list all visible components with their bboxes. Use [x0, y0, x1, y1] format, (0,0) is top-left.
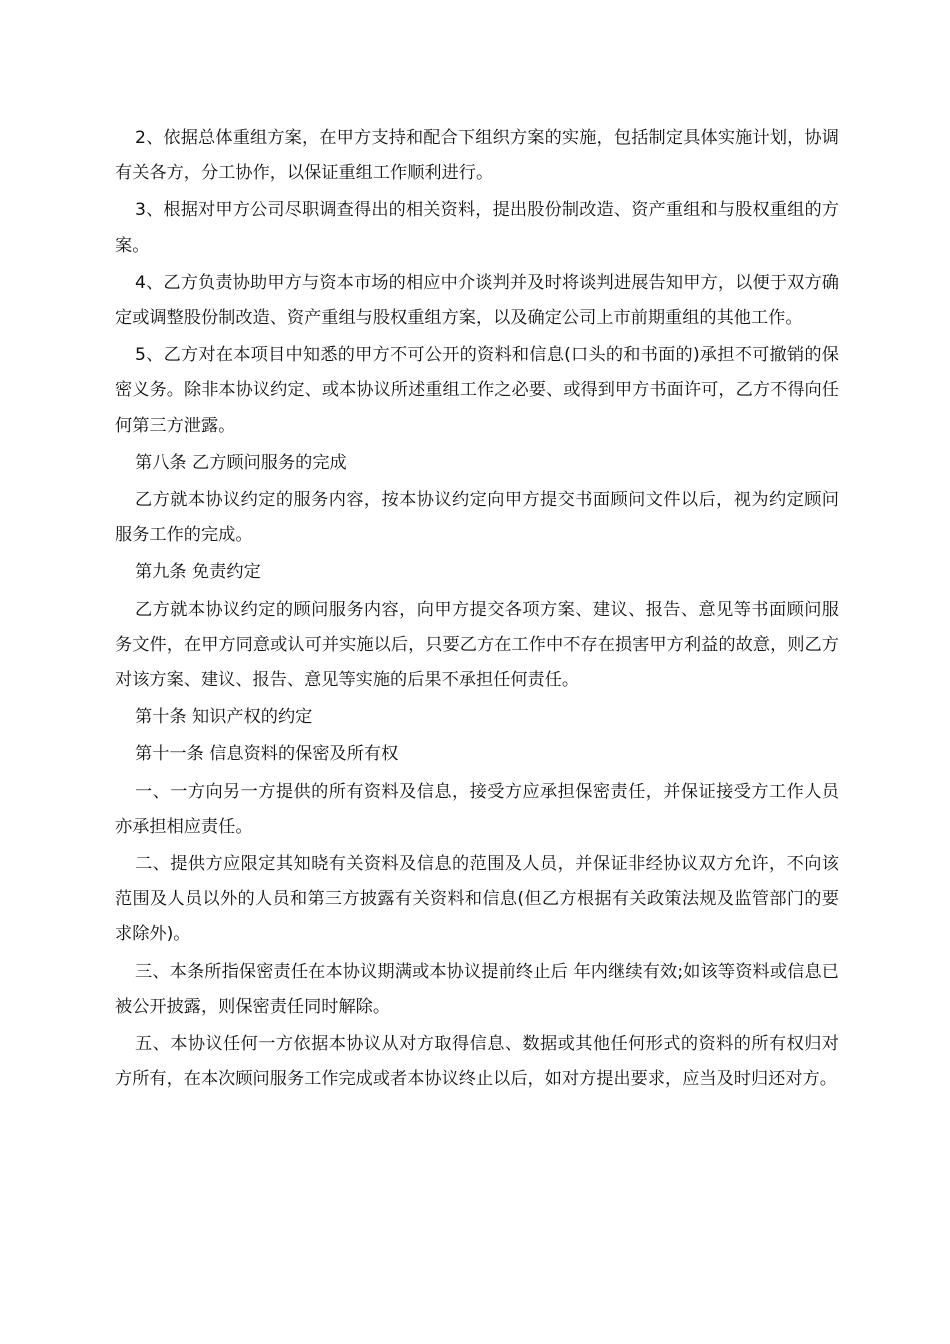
- paragraph-clause-5: 5、乙方对在本项目中知悉的甲方不可公开的资料和信息(口头的和书面的)承担不可撤销的保密义务。除非本协议约定、或本协议所述重组工作之必要、或得到甲方书面许可，乙方不得向任何第三方泄露。: [115, 345, 839, 436]
- paragraph-confidentiality-1: 一、一方向另一方提供的所有资料及信息，接受方应承担保密责任，并保证接受方工作人员亦承担相应责任。: [115, 781, 839, 837]
- document-body: [115, 121, 839, 1099]
- paragraph-confidentiality-3: 三、本条所指保密责任在本协议期满或本协议提前终止后 年内继续有效;如该等资料或信息已被公开披露，则保密责任同时解除。: [115, 961, 839, 1017]
- article-11-heading: 第十一条 信息资料的保密及所有权: [135, 744, 399, 765]
- article-8-heading: 第八条 乙方顾问服务的完成: [135, 452, 347, 473]
- paragraph-clause-2: 2、依据总体重组方案，在甲方支持和配合下组织方案的实施，包括制定具体实施计划，协调有关各方，分工协作，以保证重组工作顺利进行。: [115, 128, 839, 184]
- article-10-heading: 第十条 知识产权的约定: [135, 707, 313, 728]
- article-9-heading: 第九条 免责约定: [135, 562, 261, 583]
- paragraph-confidentiality-5: 五、本协议任何一方依据本协议从对方取得信息、数据或其他任何形式的资料的所有权归对方所有，在本次顾问服务工作完成或者本协议终止以后，如对方提出要求，应当及时归还对方。: [115, 1034, 839, 1090]
- paragraph-clause-3: 3、根据对甲方公司尽职调查得出的相关资料，提出股份制改造、资产重组和与股权重组的方案。: [115, 200, 839, 256]
- paragraph-confidentiality-2: 二、提供方应限定其知晓有关资料及信息的范围及人员，并保证非经协议双方允许，不向该范围及人员以外的人员和第三方披露有关资料和信息(但乙方根据有关政策法规及监管部门的要求除外)。: [115, 854, 839, 945]
- paragraph-article-9: 乙方就本协议约定的顾问服务内容，向甲方提交各项方案、建议、报告、意见等书面顾问服务文件，在甲方同意或认可并实施以后，只要乙方在工作中不存在损害甲方利益的故意，则乙方对该方案、建议、报告、意见等实施的后果不承担任何责任。: [115, 599, 839, 691]
- paragraph-clause-4: 4、乙方负责协助甲方与资本市场的相应中介谈判并及时将谈判进展告知甲方，以便于双方确定或调整股份制改造、资产重组与股权重组方案，以及确定公司上市前期重组的其他工作。: [115, 272, 839, 329]
- paragraph-article-8: 乙方就本协议约定的服务内容，按本协议约定向甲方提交书面顾问文件以后，视为约定顾问服务工作的完成。: [115, 490, 839, 546]
